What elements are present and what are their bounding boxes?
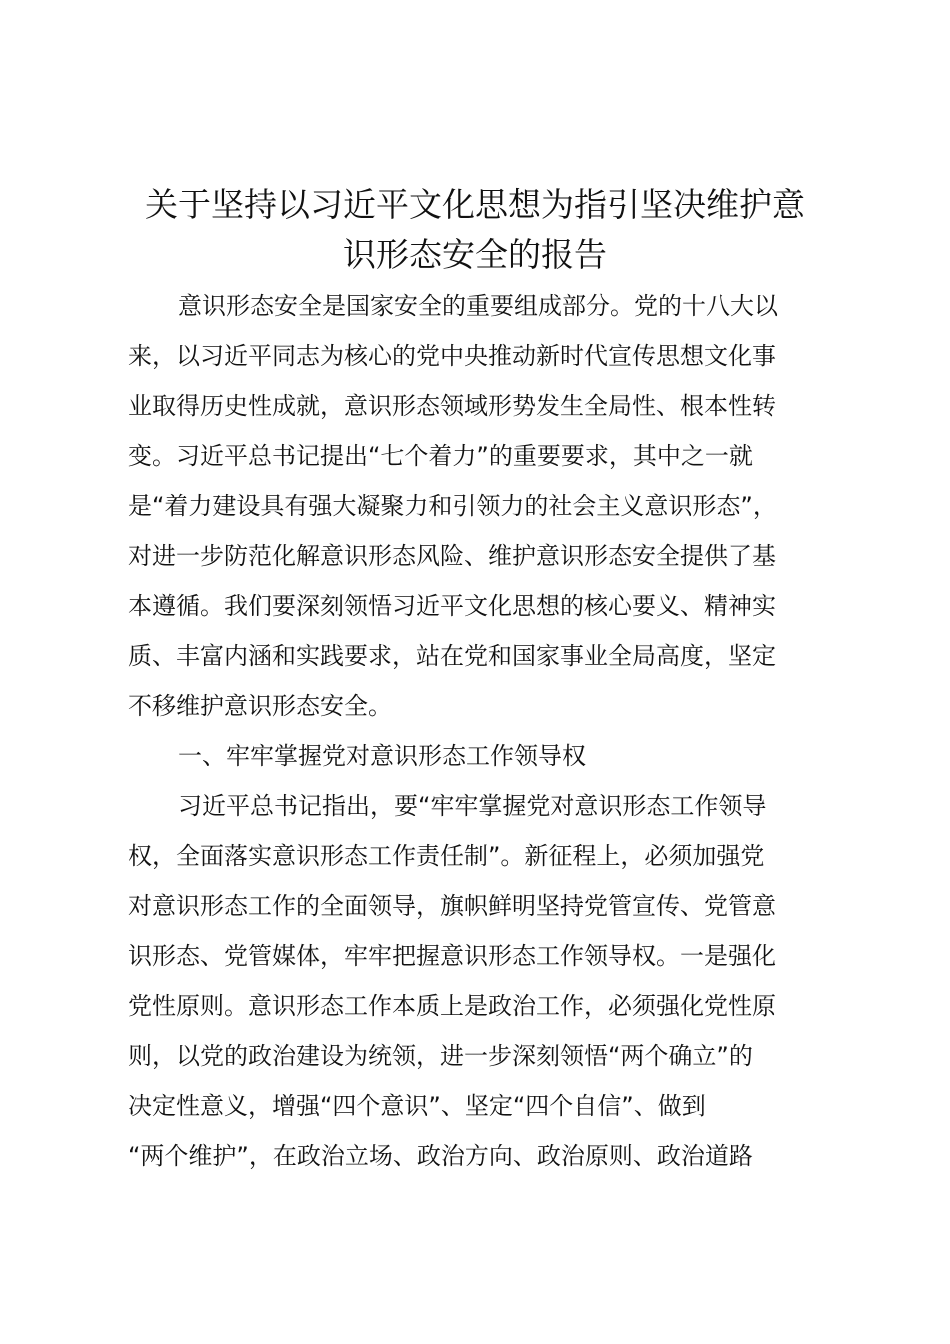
text-line: 党性原则。意识形态工作本质上是政治工作，必须强化党性原 [128, 992, 776, 1020]
text-line: 变。习近平总书记提出“七个着力”的重要要求，其中之一就 [128, 442, 753, 470]
text-line: 不移维护意识形态安全。 [128, 692, 392, 720]
text-line: 是“着力建设具有强大凝聚力和引领力的社会主义意识形态”， [128, 492, 777, 520]
text-line: 则，以党的政治建设为统领，进一步深刻领悟“两个确立”的 [128, 1042, 753, 1070]
paragraph-section1 [128, 781, 848, 1181]
text-line: 来，以习近平同志为核心的党中央推动新时代宣传思想文化事 [128, 342, 776, 370]
section-heading: 一、牢牢掌握党对意识形态工作领导权 [178, 742, 586, 770]
text-line: 习近平总书记指出，要“牢牢掌握党对意识形态工作领导 [178, 792, 767, 820]
text-line: 识形态、党管媒体，牢牢把握意识形态工作领导权。一是强化 [128, 942, 776, 970]
text-line: 权，全面落实意识形态工作责任制”。新征程上，必须加强党 [128, 842, 765, 870]
document-body [128, 281, 848, 1181]
text-line: “两个维护”，在政治立场、政治方向、政治原则、政治道路 [128, 1142, 753, 1170]
text-line: 业取得历史性成就，意识形态领域形势发生全局性、根本性转 [128, 392, 776, 420]
text-line: 意识形态安全是国家安全的重要组成部分。党的十八大以 [178, 292, 778, 320]
text-line: 决定性意义，增强“四个意识”、坚定“四个自信”、做到 [128, 1092, 706, 1120]
text-line: 质、丰富内涵和实践要求，站在党和国家事业全局高度，坚定 [128, 642, 776, 670]
paragraph-intro [128, 281, 848, 731]
title-line: 识形态安全的报告 [343, 235, 607, 274]
text-line: 对进一步防范化解意识形态风险、维护意识形态安全提供了基 [128, 542, 776, 570]
title-line: 关于坚持以习近平文化思想为指引坚决维护意 [145, 185, 805, 224]
document-title [100, 180, 850, 280]
text-line: 对意识形态工作的全面领导，旗帜鲜明坚持党管宣传、党管意 [128, 892, 776, 920]
text-line: 本遵循。我们要深刻领悟习近平文化思想的核心要义、精神实 [128, 592, 776, 620]
